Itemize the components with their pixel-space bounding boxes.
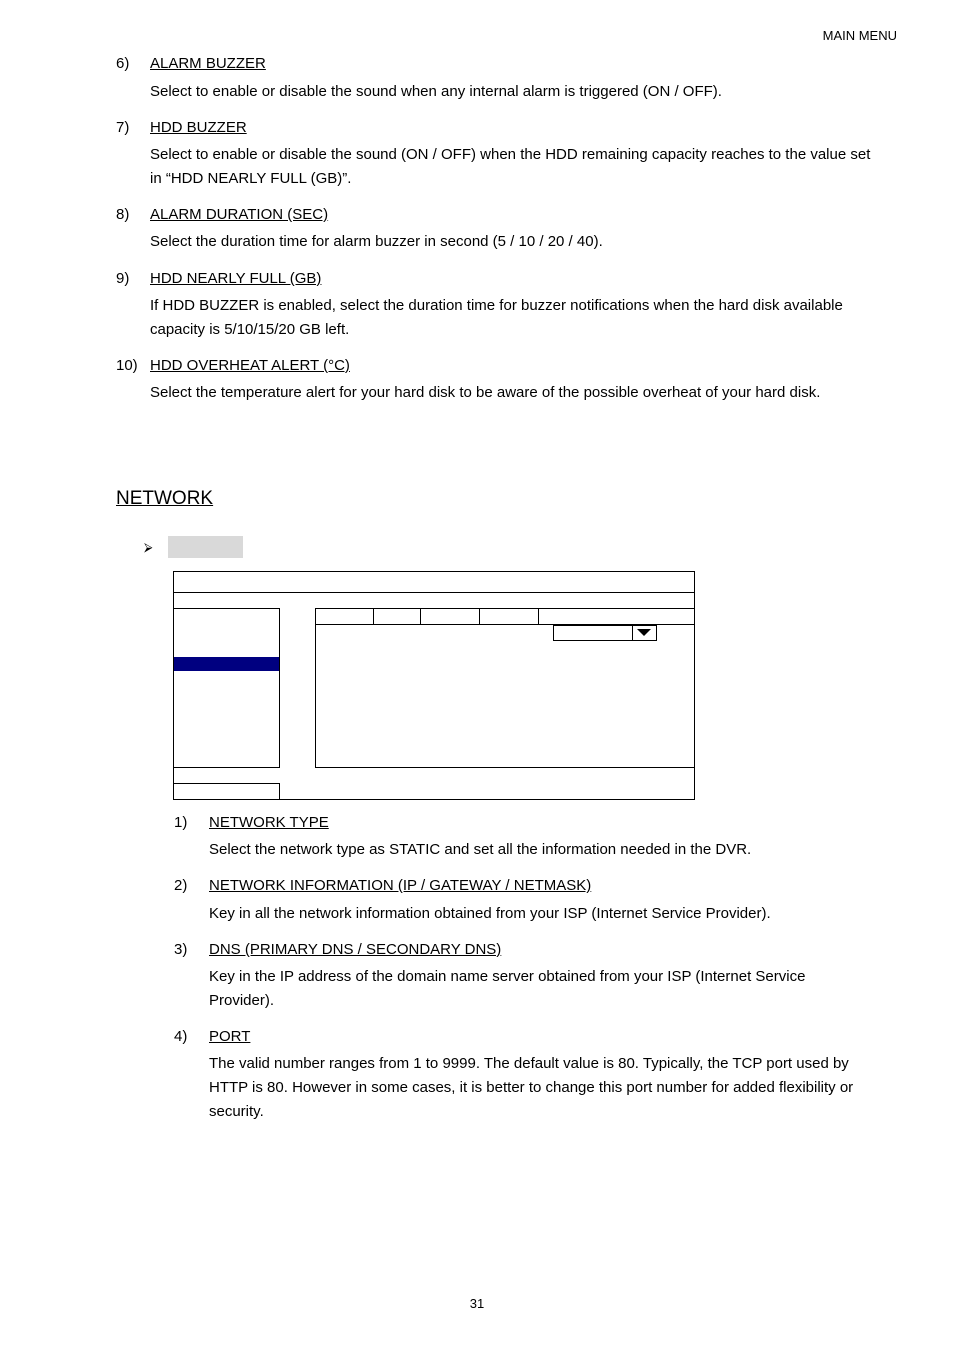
sidebar-selected-item[interactable] (174, 657, 279, 671)
item-number: 4) (174, 1028, 188, 1045)
item-desc-line: If HDD BUZZER is enabled, select the duration time for buzzer notifications when the hard disk available (150, 297, 843, 314)
tab-1[interactable] (374, 609, 421, 625)
menu-sidebar (174, 609, 280, 768)
arrow-bullet-icon: ⮚ (144, 540, 153, 554)
item-title: NETWORK TYPE (209, 814, 329, 831)
running-header: MAIN MENU (822, 28, 897, 43)
item-title: ALARM BUZZER (150, 55, 266, 72)
item-title: HDD OVERHEAT ALERT (°C) (150, 357, 350, 374)
item-title: ALARM DURATION (SEC) (150, 206, 329, 223)
item-desc-line: Provider). (209, 992, 275, 1009)
item-desc-line: Select the duration time for alarm buzzer in second (5 / 10 / 20 / 40). (150, 233, 603, 250)
item-title: HDD NEARLY FULL (GB) (150, 270, 322, 287)
item-desc-line: security. (209, 1103, 264, 1120)
item-number: 6) (116, 55, 130, 72)
tab-3[interactable] (480, 609, 539, 625)
item-number: 10) (116, 357, 138, 374)
menu-window-frame (174, 572, 695, 800)
item-desc-line: Key in the IP address of the domain name server obtained from your ISP (Internet Service (209, 968, 806, 985)
item-number: 3) (174, 941, 188, 958)
page-number: 31 (469, 1296, 485, 1311)
item-number: 2) (174, 877, 188, 894)
chevron-down-icon[interactable] (637, 629, 651, 636)
item-desc-line: capacity is 5/10/15/20 GB left. (150, 321, 350, 338)
item-desc-line: Key in all the network information obtained from your ISP (Internet Service Provider). (209, 905, 771, 922)
menu-footer-cell (174, 784, 280, 800)
item-title: NETWORK INFORMATION (IP / GATEWAY / NETMASK) (209, 877, 592, 894)
item-desc-line: Select the network type as STATIC and set all the information needed in the DVR. (209, 841, 752, 858)
tab-2[interactable] (421, 609, 480, 625)
menu-content-panel (316, 609, 695, 768)
item-desc-line: Select to enable or disable the sound (ON / OFF) when the HDD remaining capacity reaches to the value set (150, 146, 871, 163)
section-title: NETWORK (116, 488, 214, 509)
item-title: DNS (PRIMARY DNS / SECONDARY DNS) (209, 941, 502, 958)
item-desc-line: Select the temperature alert for your hard disk to be aware of the possible overheat of your hard disk. (150, 384, 821, 401)
item-desc-line: Select to enable or disable the sound when any internal alarm is triggered (ON / OFF). (150, 83, 722, 100)
item-number: 8) (116, 206, 130, 223)
item-title: PORT (209, 1028, 251, 1045)
item-desc-line: in “HDD NEARLY FULL (GB)”. (150, 170, 352, 187)
item-title: HDD BUZZER (150, 119, 247, 136)
item-desc-line: The valid number ranges from 1 to 9999. The default value is 80. Typically, the TCP port used by (209, 1055, 849, 1072)
item-number: 9) (116, 270, 130, 287)
item-number: 1) (174, 814, 188, 831)
item-number: 7) (116, 119, 130, 136)
item-desc-line: HTTP is 80. However in some cases, it is better to change this port number for added flexibility or (209, 1079, 854, 1096)
